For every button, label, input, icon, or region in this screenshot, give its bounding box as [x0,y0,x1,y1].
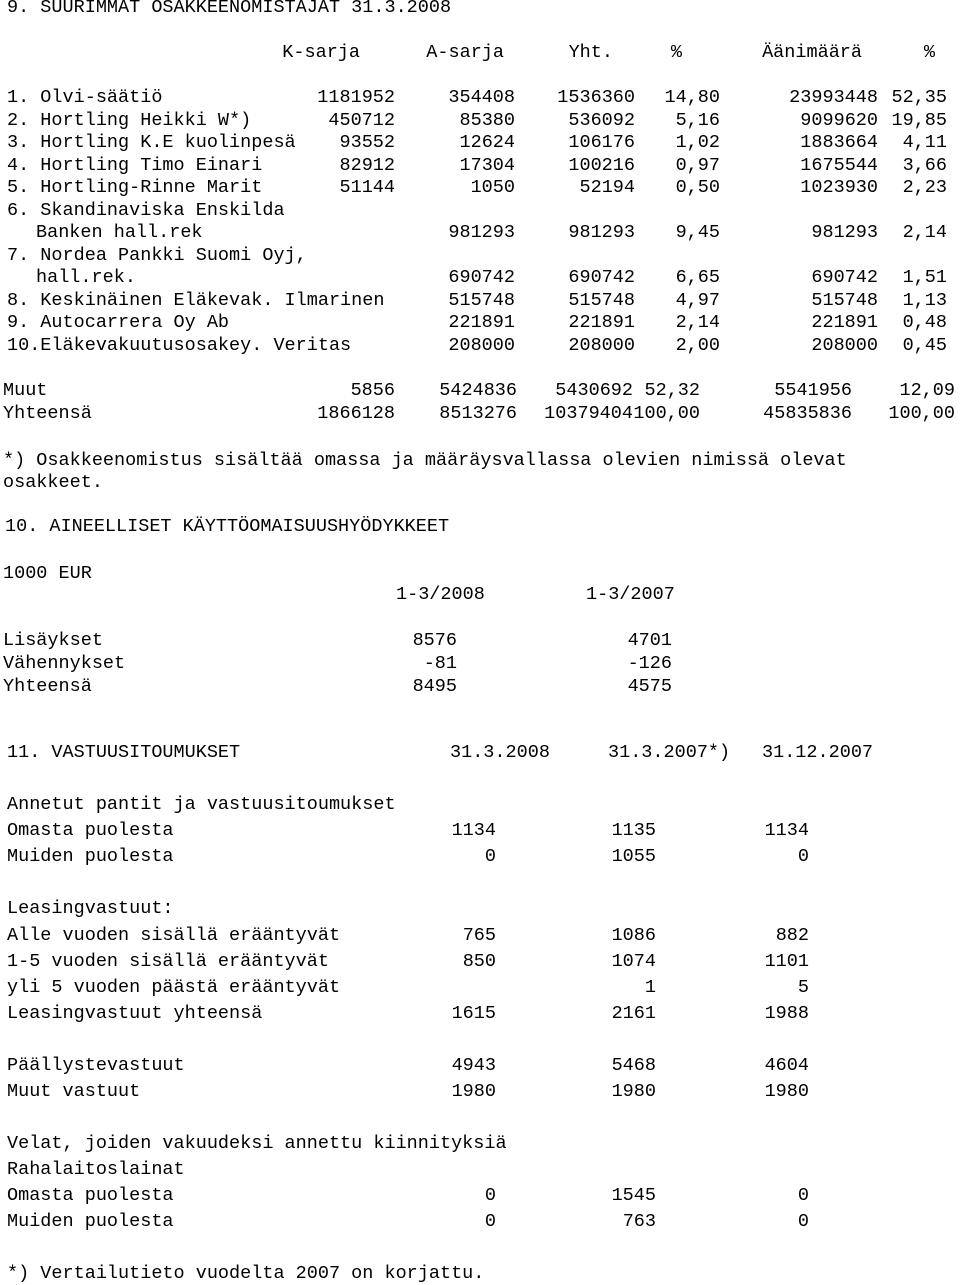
cell-vpct: 52,35 [891,87,947,108]
cell-vpct: 1,51 [902,267,947,288]
cell-a: 690742 [448,267,515,288]
asset-value-2008: 8495 [412,676,457,697]
cell-a: 354408 [448,87,515,108]
asset-value-2008: -81 [423,653,457,674]
shareholder-name: 2. Hortling Heikki W*) [7,109,252,131]
header-date-1: 31.3.2008 [450,742,550,763]
commitment-value-3: 1980 [764,1081,809,1102]
total-k: 5856 [350,380,395,401]
commitment-value-2: 1545 [611,1185,656,1206]
asset-value-2008: 8576 [412,630,457,651]
commitment-value-2: 2161 [611,1003,656,1024]
commitment-value-3: 0 [797,846,809,867]
cell-k: 450712 [328,109,395,131]
shareholder-name: 10.Eläkevakuutusosakey. Veritas [7,334,352,356]
commitment-value-1: 0 [484,1211,496,1232]
cell-pct: 14,80 [664,87,720,108]
cell-votes: 981293 [811,222,878,243]
commitment-group-heading: Leasingvastuut: [7,898,174,919]
commitment-value-1: 0 [484,846,496,867]
cell-vpct: 0,45 [902,334,947,356]
asset-value-2007: -126 [627,653,672,674]
header-yht: Yht. [568,42,613,63]
cell-pct: 2,14 [675,312,720,333]
total-k: 1866128 [317,403,395,424]
cell-vpct: 2,14 [902,222,947,243]
cell-pct: 5,16 [675,109,720,131]
commitment-value-1: 1980 [451,1081,496,1102]
cell-votes: 1675544 [800,154,878,176]
cell-yht: 1536360 [557,87,635,108]
cell-pct: 9,45 [675,222,720,243]
commitment-group-heading: Annetut pantit ja vastuusitoumukset [7,794,396,815]
header-votes-pct: % [923,42,935,63]
header-period-2008: 1-3/2008 [396,584,485,605]
commitment-value-3: 1101 [764,951,809,972]
commitment-value-3: 882 [775,925,809,946]
commitment-value-3: 0 [797,1211,809,1232]
commitment-row-label: Muut vastuut [7,1081,141,1102]
asset-row-label: Vähennykset [3,653,126,674]
shareholder-name-cont: hall.rek. [36,267,136,288]
cell-pct: 6,65 [675,267,720,288]
header-date-2: 31.3.2007*) [608,742,731,763]
shareholder-name: 7. Nordea Pankki Suomi Oyj, [7,244,307,266]
commitment-row-label: Muiden puolesta [7,846,174,867]
total-pct: 100,00 [633,403,700,424]
total-a: 8513276 [439,403,517,424]
cell-k: 1181952 [317,87,395,108]
total-vpct: 12,09 [899,380,955,401]
commitment-value-1: 1615 [451,1003,496,1024]
commitment-group-heading: Velat, joiden vakuudeksi annettu kiinnityksiä [7,1133,507,1154]
cell-votes: 1883664 [800,132,878,153]
header-a-sarja: A-sarja [426,42,504,63]
commitment-value-2: 1074 [611,951,656,972]
commitment-value-3: 1134 [764,820,809,841]
header-k-sarja: K-sarja [282,42,360,63]
shareholder-name: 3. Hortling K.E kuolinpesä [7,132,296,153]
unit-label: 1000 EUR [3,563,92,584]
cell-yht: 52194 [579,177,635,198]
commitment-value-2: 1 [644,977,656,998]
commitment-row-label: Muiden puolesta [7,1211,174,1232]
total-a: 5424836 [439,380,517,401]
cell-yht: 106176 [568,132,635,153]
shareholder-name: 5. Hortling-Rinne Marit [7,177,263,198]
commitment-row-label: Leasingvastuut yhteensä [7,1003,263,1024]
cell-vpct: 2,23 [902,177,947,198]
shareholder-name-cont: Banken hall.rek [36,222,203,243]
total-yht: 10379404 [544,403,633,424]
commitment-value-3: 5 [797,977,809,998]
commitment-value-2: 763 [622,1211,656,1232]
section-9-footnote: *) Osakkeenomistus sisältää omassa ja määräysvallassa olevien nimissä olevat [3,450,847,471]
commitment-value-1: 850 [462,951,496,972]
shareholder-name: 9. Autocarrera Oy Ab [7,312,230,333]
commitment-value-2: 1055 [611,846,656,867]
total-votes: 45835836 [763,403,852,424]
total-votes: 5541956 [774,380,852,401]
cell-yht: 221891 [568,312,635,333]
commitment-row-label: Päällystevastuut [7,1055,185,1076]
cell-a: 208000 [448,334,515,356]
cell-yht: 536092 [568,109,635,131]
cell-a: 1050 [470,177,515,198]
cell-yht: 515748 [568,289,635,311]
commitment-row-label: Omasta puolesta [7,820,174,841]
commitment-value-3: 4604 [764,1055,809,1076]
cell-a: 981293 [448,222,515,243]
commitment-value-3: 1988 [764,1003,809,1024]
cell-votes: 23993448 [789,87,878,108]
section-10-title: 10. AINEELLISET KÄYTTÖOMAISUUSHYÖDYKKEET [5,516,450,537]
cell-vpct: 3,66 [902,154,947,176]
header-pct: % [670,42,682,63]
asset-row-label: Yhteensä [3,676,92,697]
total-label: Yhteensä [3,403,92,424]
cell-k: 82912 [339,154,395,176]
header-period-2007: 1-3/2007 [586,584,675,605]
commitment-value-2: 1135 [611,820,656,841]
commitment-row-label: Alle vuoden sisällä erääntyvät [7,925,341,946]
cell-pct: 2,00 [675,334,720,356]
shareholder-name: 8. Keskinäinen Eläkevak. Ilmarinen [7,289,385,311]
asset-row-label: Lisäykset [3,630,103,651]
shareholder-name: 6. Skandinaviska Enskilda [7,199,285,221]
cell-votes: 690742 [811,267,878,288]
commitment-value-2: 1086 [611,925,656,946]
cell-a: 221891 [448,312,515,333]
header-votes: Äänimäärä [762,42,862,63]
cell-votes: 515748 [811,289,878,311]
commitment-value-1: 4943 [451,1055,496,1076]
commitment-row-label: Omasta puolesta [7,1185,174,1206]
cell-votes: 208000 [811,334,878,356]
commitment-value-1: 0 [484,1185,496,1206]
cell-yht: 208000 [568,334,635,356]
section-11-footnote: *) Vertailutieto vuodelta 2007 on korjattu. [7,1263,485,1284]
section-9-footnote-cont: osakkeet. [3,472,103,493]
section-11-title: 11. VASTUUSITOUMUKSET [7,742,241,763]
cell-votes: 1023930 [800,177,878,198]
cell-vpct: 0,48 [902,312,947,333]
cell-votes: 9099620 [800,109,878,131]
cell-a: 12624 [459,132,515,153]
shareholder-name: 1. Olvi-säätiö [7,87,163,108]
header-date-3: 31.12.2007 [762,742,874,763]
total-label: Muut [3,380,48,401]
commitment-value-1: 765 [462,925,496,946]
cell-a: 515748 [448,289,515,311]
cell-yht: 981293 [568,222,635,243]
cell-pct: 0,50 [675,177,720,198]
cell-pct: 4,97 [675,289,720,311]
commitment-row-label: yli 5 vuoden päästä erääntyvät [7,977,341,998]
cell-yht: 100216 [568,154,635,176]
commitment-value-3: 0 [797,1185,809,1206]
total-yht: 5430692 [555,380,633,401]
cell-vpct: 4,11 [902,132,947,153]
cell-yht: 690742 [568,267,635,288]
asset-value-2007: 4575 [627,676,672,697]
cell-pct: 1,02 [675,132,720,153]
commitment-value-2: 1980 [611,1081,656,1102]
cell-vpct: 1,13 [902,289,947,311]
cell-k: 93552 [339,132,395,153]
cell-vpct: 19,85 [891,109,947,131]
section-9-title: 9. SUURIMMAT OSAKKEENOMISTAJAT 31.3.2008 [7,0,452,18]
cell-pct: 0,97 [675,154,720,176]
commitment-value-2: 5468 [611,1055,656,1076]
cell-votes: 221891 [811,312,878,333]
commitment-row-label: 1-5 vuoden sisällä erääntyvät [7,951,329,972]
total-pct: 52,32 [644,380,700,401]
cell-k: 51144 [339,177,395,198]
cell-a: 17304 [459,154,515,176]
commitment-group-subheading: Rahalaitoslainat [7,1159,185,1180]
commitment-value-1: 1134 [451,820,496,841]
shareholder-name: 4. Hortling Timo Einari [7,154,263,176]
cell-a: 85380 [459,109,515,131]
asset-value-2007: 4701 [627,630,672,651]
total-vpct: 100,00 [888,403,955,424]
